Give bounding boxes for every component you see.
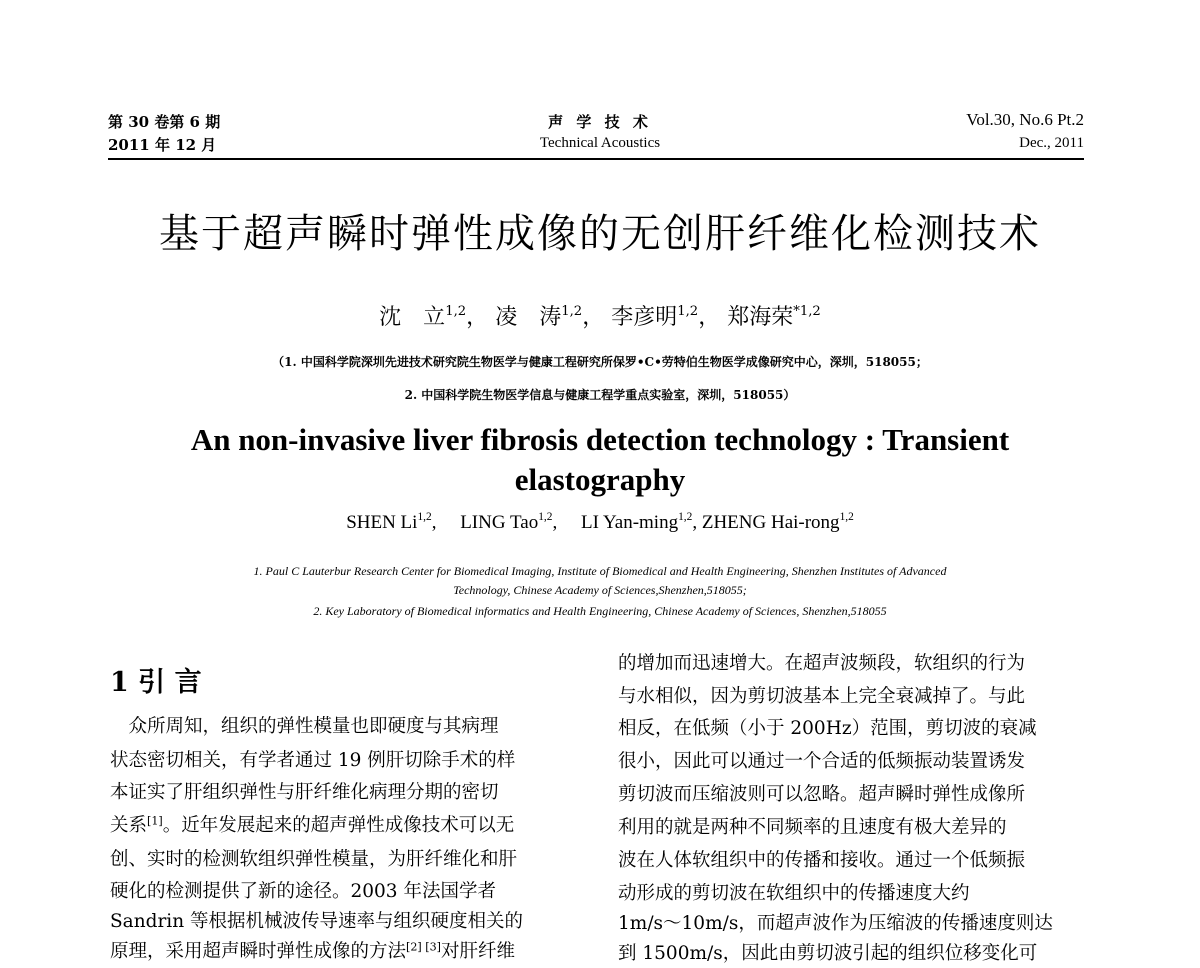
date-en: Dec., 2011 <box>1019 135 1084 151</box>
body-line: 本证实了肝组织弹性与肝纤维化病理分期的密切 <box>110 782 499 803</box>
author-en: LING Tao$^{1,2}$, <box>460 511 577 533</box>
affiliation-en-1-cont: Technology, Chinese Academy of Sciences,Shenzhen,518055; <box>453 583 747 597</box>
body-line: 1m/s～10m/s，而超声波作为压缩波的传播速度则达 <box>618 913 1053 934</box>
body-line: 状态密切相关，有学者通过 19 例肝切除手术的样 <box>110 750 516 771</box>
author-en: ZHENG Hai-rong$^{1,2}$ <box>701 511 854 533</box>
body-line: 动形成的剪切波在软组织中的传播速度大约 <box>618 883 970 904</box>
body-line: 相反，在低频（小于 200Hz）范围，剪切波的衰减 <box>618 718 1037 739</box>
paper-title-en: An non-invasive liver fibrosis detection technology : Transient elastography <box>190 422 1010 497</box>
author-en: SHEN Li$^{1,2}$, <box>346 511 456 533</box>
body-line: 关系[1]。近年发展起来的超声弹性成像技术可以无 <box>110 814 515 836</box>
affiliation-cn-2: 2. 中国科学院生物医学信息与健康工程学重点实验室，深圳，518055） <box>404 388 796 402</box>
citation[interactable]: [2] [3] <box>406 940 441 954</box>
author-cn: 郑海荣$^{*1,2}$ <box>727 303 821 330</box>
affiliation-cn-1: （1. 中国科学院深圳先进技术研究院生物医学与健康工程研究所保罗•C•劳特伯生物医学成像研究中心，深圳，518055； <box>272 355 928 369</box>
paper-title-cn: 基于超声瞬时弹性成像的无创肝纤维化检测技术 <box>159 211 1041 257</box>
body-line: 众所周知，组织的弹性模量也即硬度与其病理 <box>110 716 499 737</box>
body-line: 很小，因此可以通过一个合适的低频振动装置诱发 <box>618 751 1026 772</box>
body-line: 与水相似，因为剪切波基本上完全衰减掉了。与此 <box>618 686 1026 707</box>
body-line: Sandrin 等根据机械波传导速率与组织硬度相关的 <box>110 911 524 932</box>
author-cn: 李彦明$^{1,2}$， <box>611 303 721 330</box>
author-en: LI Yan-ming$^{1,2}$, <box>580 511 702 533</box>
section-heading: 1 引 言 <box>110 667 202 698</box>
author-cn: 沈 立$^{1,2}$， <box>379 303 489 330</box>
affiliation-en-2: 2. Key Laboratory of Biomedical informatics and Health Engineering, Chinese Academy of Sciences, Shenzhen,518055 <box>313 604 887 618</box>
affiliation-en-1: 1. Paul C Lauterbur Research Center for Biomedical Imaging, Institute of Biomedical and Health Engineering, Shenzhen Institutes of Advanced <box>253 564 947 578</box>
authors-en <box>0 509 1200 537</box>
body-line: 波在人体软组织中的传播和接收。通过一个低频振 <box>618 850 1026 871</box>
body-line: 原理，采用超声瞬时弹性成像的方法[2] [3]对肝纤维 <box>110 940 515 962</box>
body-line: 硬化的检测提供了新的途径。2003 年法国学者 <box>110 881 496 902</box>
date-cn: 2011 年 12 月 <box>108 136 217 154</box>
authors-cn <box>0 302 1200 334</box>
author-cn: 凌 涛$^{1,2}$， <box>495 303 605 330</box>
volume-issue-en: Vol.30, No.6 Pt.2 <box>966 110 1084 129</box>
citation[interactable]: [1] <box>147 814 163 828</box>
journal-name-cn: 声 学 技 术 <box>548 113 652 131</box>
body-line: 利用的就是两种不同频率的且速度有极大差异的 <box>618 817 1007 838</box>
body-line: 到 1500m/s，因此由剪切波引起的组织位移变化可 <box>618 943 1038 964</box>
body-line: 的增加而迅速增大。在超声波频段，软组织的行为 <box>618 653 1026 674</box>
journal-name-en: Technical Acoustics <box>539 135 661 151</box>
body-line: 剪切波而压缩波则可以忽略。超声瞬时弹性成像所 <box>618 784 1026 805</box>
body-line: 创、实时的检测软组织弹性模量，为肝纤维化和肝 <box>110 849 518 870</box>
volume-issue-cn: 第 30 卷第 6 期 <box>108 113 221 131</box>
header-rule <box>108 158 1084 160</box>
